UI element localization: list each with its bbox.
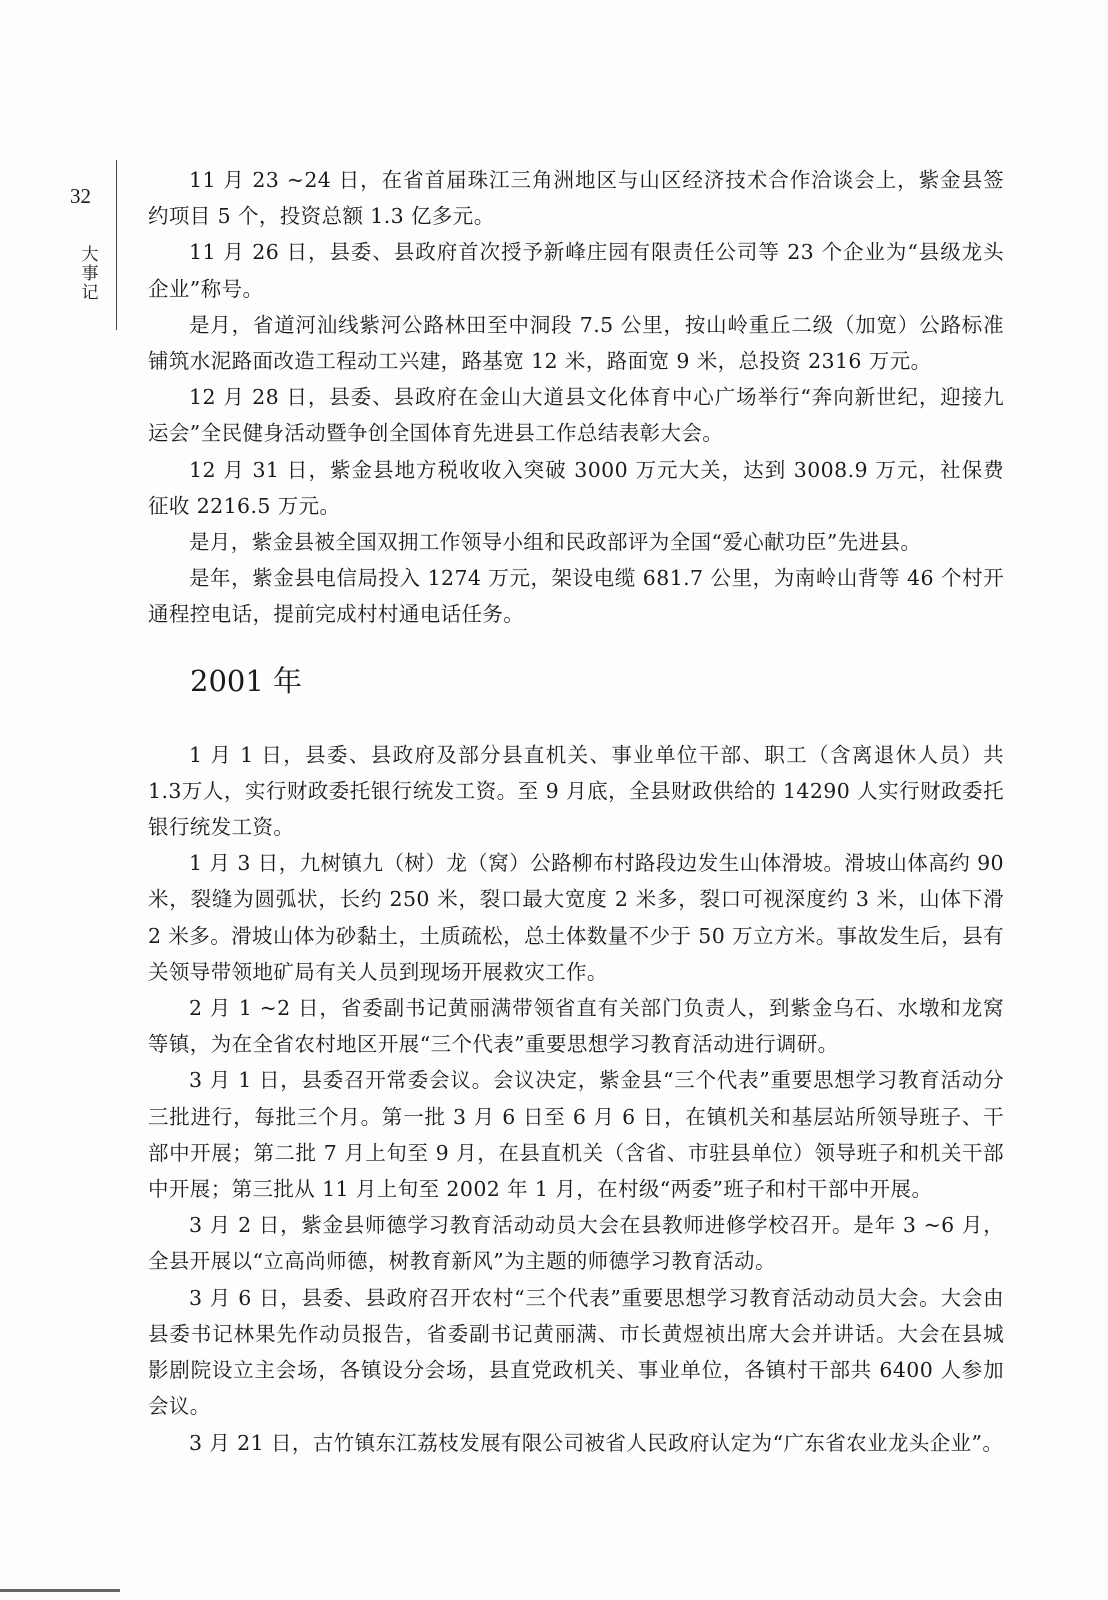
scan-edge-mark — [0, 1589, 120, 1592]
entry-paragraph: 3 月 6 日，县委、县政府召开农村“三个代表”重要思想学习教育活动动员大会。大会由县委书记林果先作动员报告，省委副书记黄丽满、市长黄煜祯出席大会并讲话。大会在县城影剧院设立主会场，各镇设分会场，县直党政机关、事业单位，各镇村干部共 6400 人参加会议。 — [148, 1285, 1004, 1419]
section-label-char: 大 — [81, 245, 99, 265]
entry-paragraph: 11 月 23 ~24 日，在省首届珠江三角洲地区与山区经济技术合作洽谈会上，紫金县签约项目 5 个，投资总额 1.3 亿多元。 — [148, 168, 1004, 229]
section-label-char: 记 — [81, 283, 99, 303]
year-heading: 2001 年 — [190, 663, 303, 698]
margin-rule — [116, 160, 117, 330]
entry-paragraph: 是年，紫金县电信局投入 1274 万元，架设电缆 681.7 公里，为南岭山背等 46 个村开通程控电话，提前完成村村通电话任务。 — [148, 566, 1004, 627]
entry-paragraph: 3 月 1 日，县委召开常委会议。会议决定，紫金县“三个代表”重要思想学习教育活动分三批进行，每批三个月。第一批 3 月 6 日至 6 月 6 日，在镇机关和基层站所领导班子、干部中开展；第二批 7 月上旬至 9 月，在县直机关（含省、市驻县单位）领导班子和机关干部中开展；第三批从 11 月上旬至 2002 年 1 月，在村级“两委”班子和村干部中开展。 — [148, 1068, 1004, 1202]
entry-paragraph: 1 月 3 日，九树镇九（树）龙（窝）公路柳布村路段边发生山体滑坡。滑坡山体高约 90 米，裂缝为圆弧状，长约 250 米，裂口最大宽度 2 米多，裂口可视深度约 3 米，山体下滑 2 米多。滑坡山体为砂黏土，土质疏松，总土体数量不少于 50 万立方米。事故发生后，县有关领导带领地矿局有关人员到现场开展救灾工作。 — [148, 851, 1004, 984]
entry-paragraph: 11 月 26 日，县委、县政府首次授予新峰庄园有限责任公司等 23 个企业为“县级龙头企业”称号。 — [148, 240, 1004, 301]
page-body — [148, 162, 1004, 1461]
page-number: 32 — [70, 184, 91, 208]
entry-paragraph: 是月，紫金县被全国双拥工作领导小组和民政部评为全国“爱心献功臣”先进县。 — [189, 530, 922, 555]
entry-paragraph: 3 月 2 日，紫金县师德学习教育活动动员大会在县教师进修学校召开。是年 3 ~6 月，全县开展以“立高尚师德，树教育新风”为主题的师德学习教育活动。 — [148, 1213, 1004, 1274]
entry-paragraph: 1 月 1 日，县委、县政府及部分县直机关、事业单位干部、职工（含离退休人员）共 1.3万人，实行财政委托银行统发工资。至 9 月底，全县财政供给的 14290 人实行财政委托银行统发工资。 — [148, 742, 1004, 840]
entry-paragraph: 2 月 1 ~2 日，省委副书记黄丽满带领省直有关部门负责人，到紫金乌石、水墩和龙窝等镇，为在全省农村地区开展“三个代表”重要思想学习教育活动进行调研。 — [148, 996, 1004, 1057]
section-label — [80, 246, 100, 303]
entry-paragraph: 是月，省道河汕线紫河公路林田至中洞段 7.5 公里，按山岭重丘二级（加宽）公路标准铺筑水泥路面改造工程动工兴建，路基宽 12 米，路面宽 9 米，总投资 2316 万元。 — [148, 312, 1004, 374]
entry-paragraph: 3 月 21 日，古竹镇东江荔枝发展有限公司被省人民政府认定为“广东省农业龙头企业”。 — [189, 1430, 1004, 1455]
section-label-char: 事 — [81, 264, 99, 284]
entry-paragraph: 12 月 31 日，紫金县地方税收收入突破 3000 万元大关，达到 3008.9 万元，社保费征收 2216.5 万元。 — [148, 457, 1004, 518]
entry-paragraph: 12 月 28 日，县委、县政府在金山大道县文化体育中心广场举行“奔向新世纪，迎接九运会”全民健身活动暨争创全国体育先进县工作总结表彰大会。 — [148, 385, 1004, 446]
